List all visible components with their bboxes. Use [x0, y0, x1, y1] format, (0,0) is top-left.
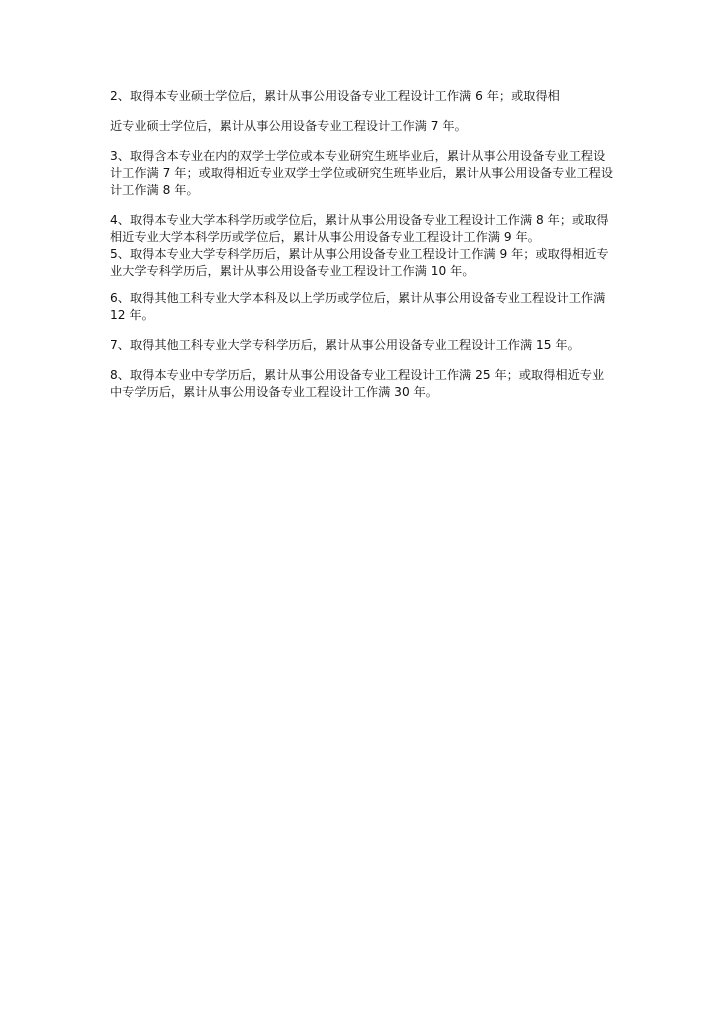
paragraph-item-8: 8、取得本专业中专学历后，累计从事公用设备专业工程设计工作满 25 年；或取得相近专业中专学历后，累计从事公用设备专业工程设计工作满 30 年。: [110, 368, 605, 399]
document-body: [110, 88, 616, 401]
paragraph-item-5: 5、取得本专业大学专科学历后，累计从事公用设备专业工程设计工作满 9 年；或取得相近专业大学专科学历后，累计从事公用设备专业工程设计工作满 10 年。: [110, 247, 609, 278]
paragraph-item-3: 3、取得含本专业在内的双学士学位或本专业研究生班毕业后，累计从事公用设备专业工程设计工作满 7 年；或取得相近专业双学士学位或研究生班毕业后，累计从事公用设备专业工程设计工作满 8 年。: [110, 149, 614, 197]
paragraph-item-6: 6、取得其他工科专业大学本科及以上学历或学位后，累计从事公用设备专业工程设计工作满 12 年。: [110, 291, 606, 322]
paragraph-item-7: 7、取得其他工科专业大学专科学历后，累计从事公用设备专业工程设计工作满 15 年。: [110, 338, 580, 352]
paragraph-item-2-line-1: 2、取得本专业硕士学位后，累计从事公用设备专业工程设计工作满 6 年；或取得相: [110, 89, 560, 103]
paragraph-item-2-line-2: 近专业硕士学位后，累计从事公用设备专业工程设计工作满 7 年。: [110, 119, 467, 133]
paragraph-item-4: 4、取得本专业大学本科学历或学位后，累计从事公用设备专业工程设计工作满 8 年；或取得相近专业大学本科学历或学位后，累计从事公用设备专业工程设计工作满 9 年。: [110, 213, 609, 244]
